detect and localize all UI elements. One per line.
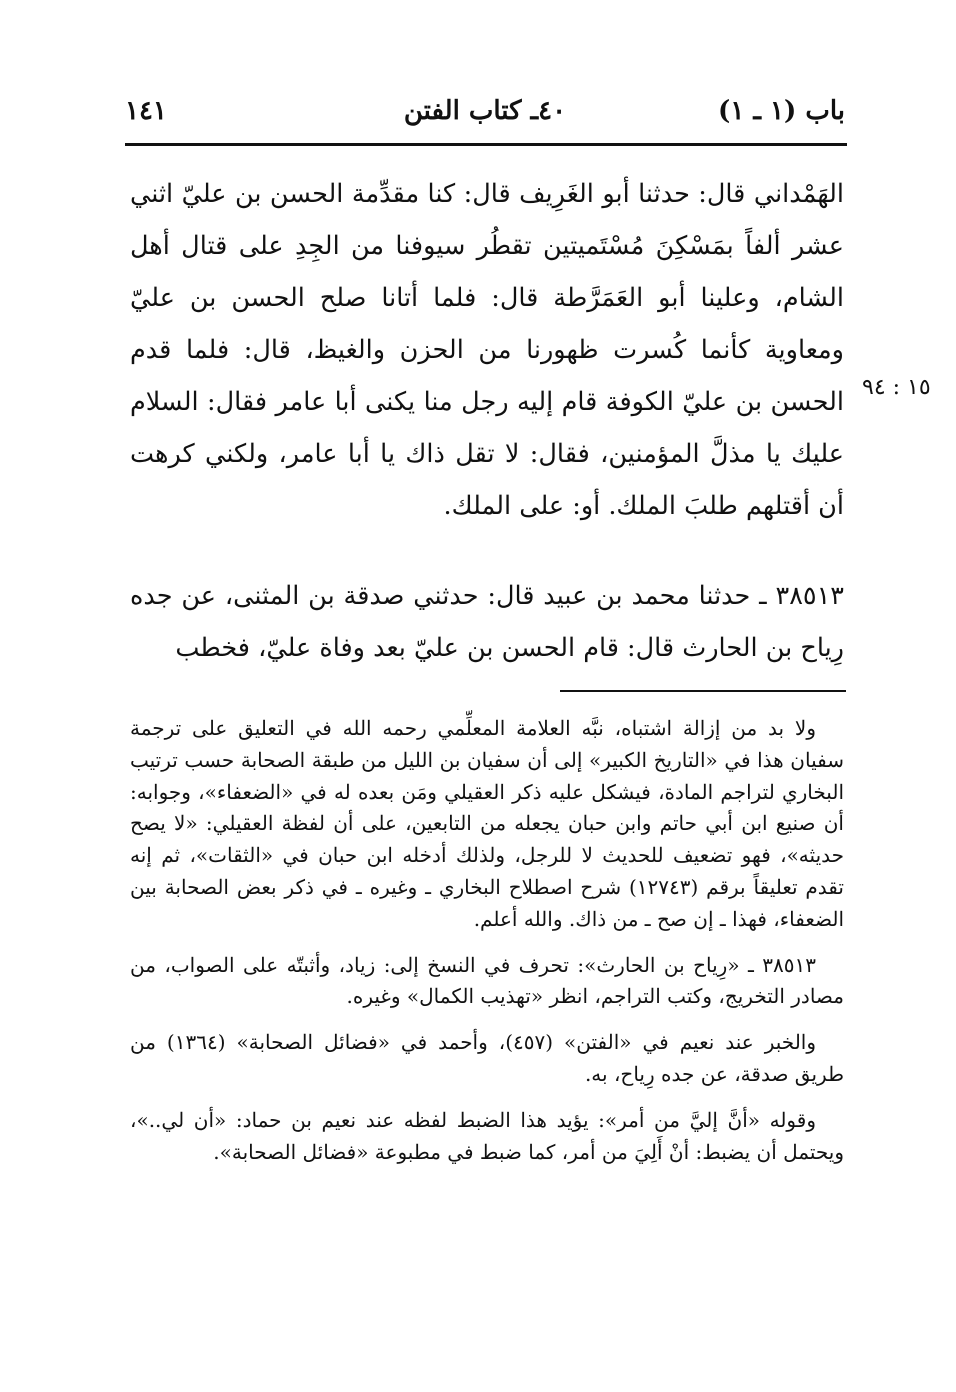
margin-reference: ١٥ : ٩٤ bbox=[862, 375, 931, 400]
main-text bbox=[130, 168, 844, 674]
book-title: ٤٠ـ كتاب الفتن bbox=[403, 96, 567, 126]
chapter-title: باب (١ ـ ١) bbox=[718, 96, 845, 126]
main-paragraph-2: ٣٨٥١٣ ـ حدثنا محمد بن عبيد قال: حدثني صدقة بن المثنى، عن جده رِياح بن الحارث قال: قام الحسن بن عليّ بعد وفاة عليّ، فخطب bbox=[130, 581, 844, 663]
footnote-2: ٣٨٥١٣ ـ «رِياح بن الحارث»: تحرف في النسخ إلى: زياد، وأثبتّه على الصواب، من مصادر التخريج، وكتب التراجم، انظر «تهذيب الكمال» وغيره. bbox=[130, 952, 844, 1009]
footnotes bbox=[130, 713, 844, 1168]
page-number: ١٤١ bbox=[125, 96, 167, 126]
footnote-4: وقوله «أنَّ إليَّ من أمر»: يؤيد هذا الضبط لفظه عند نعيم بن حماد: «أن لي..»، ويحتمل أن يضبط: أنْ أَلِيَ من أمر، كما ضبط في مطبوعة «فضائل الصحابة». bbox=[130, 1107, 844, 1164]
footnote-separator bbox=[560, 690, 846, 692]
footnote-1: ولا بد من إزالة اشتباه، نبَّه العلامة المعلِّمي رحمه الله في التعليق على ترجمة سفيان هذا في «التاريخ الكبير» إلى أن سفيان بن الليل من طبقة الصحابة حسب ترتيب البخاري لتراجم المادة، فيشكل عليه ذكر العقيلي ومَن بعده له في «الضعفاء»، وجوابه: أن صنيع ابن أبي حاتم وابن حبان يجعله من التابعين، على أن لفظة العقيلي: «لا يصح حديثه»، فهو تضعيف للحديث لا للرجل، ولذلك أدخله ابن حبان في «الثقات»، ثم إنه تقدم تعليقاً برقم (١٢٧٤٣) شرح اصطلاح البخاري ـ وغيره ـ في ذكر بعض الصحابة بين الضعفاء، فهذا ـ إن صح ـ من ذاك. والله أعلم. bbox=[130, 716, 844, 931]
header-rule bbox=[125, 143, 847, 146]
main-paragraph-1: الهَمْداني قال: حدثنا أبو الغَرِيف قال: كنا مقدِّمة الحسن بن عليّ اثني عشر ألفاً بمَسْكِنَ مُسْتَميتين تقطُر سيوفنا من الجِدِ على قتال أهل الشام، وعلينا أبو العَمَرَّطة قال: فلما أتانا صلح الحسن بن عليّ ومعاوية كأنما كُسرت ظهورنا من الحزن والغيظ، قال: فلما قدم الحسن بن عليّ الكوفة قام إليه رجل منا يكنى أبا عامر فقال: السلام عليك يا مذلَّ المؤمنين، فقال: لا تقل ذاك يا أبا عامر، ولكني كرهت أن أقتلهم طلبَ الملك. أو: على الملك. bbox=[130, 179, 844, 521]
footnote-3: والخبر عند نعيم في «الفتن» (٤٥٧)، وأحمد في «فضائل الصحابة» (١٣٦٤) من طريق صدقة، عن جده رِياح، به. bbox=[130, 1030, 844, 1086]
page-header bbox=[125, 92, 845, 136]
